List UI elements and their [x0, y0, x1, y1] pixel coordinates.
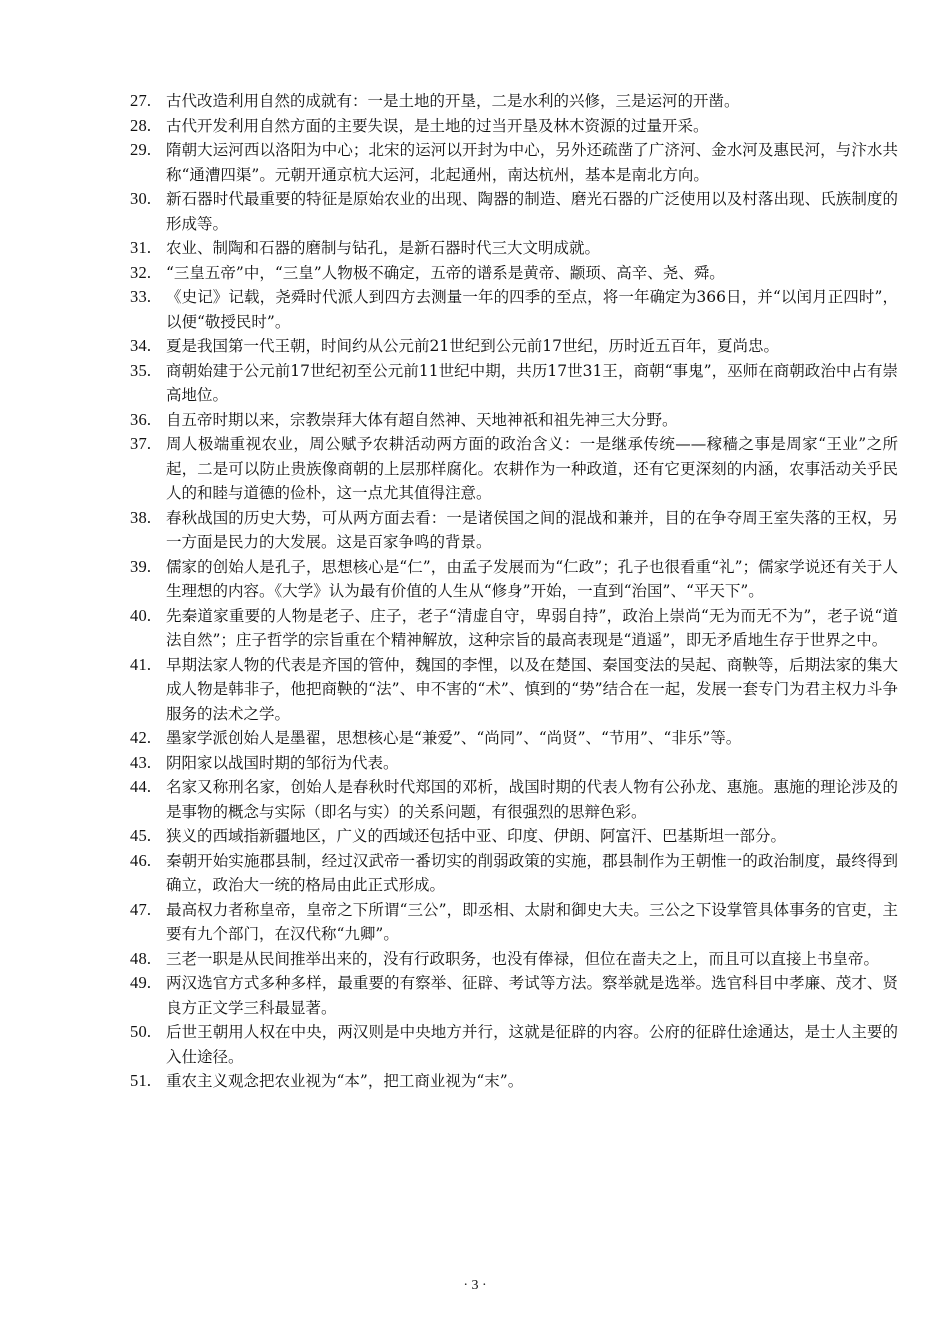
- list-item: [130, 359, 898, 408]
- list-item: [130, 261, 898, 286]
- list-item: [130, 971, 898, 1020]
- list-item: [130, 726, 898, 751]
- item-text: 《史记》记载，尧舜时代派人到四方去测量一年的四季的至点，将一年确定为366日，并“以闰月正四时”，以便“敬授民时”。: [166, 288, 898, 331]
- item-number: 35.: [130, 360, 152, 380]
- item-number: 32.: [130, 262, 152, 282]
- item-text: 早期法家人物的代表是齐国的管仲，魏国的李悝，以及在楚国、秦国变法的吴起、商鞅等，后期法家的集大成人物是韩非子，他把商鞅的“法”、申不害的“术”、慎到的“势”结合在一起，发展一套专门为君主权力斗争服务的法术之学。: [166, 655, 898, 723]
- item-number: 45.: [130, 826, 152, 845]
- item-number: 47.: [130, 899, 152, 919]
- list-item: [130, 408, 898, 433]
- item-text: 重农主义观念把农业视为“本”，把工商业视为“末”。: [166, 1072, 524, 1090]
- item-number: 34.: [130, 336, 152, 355]
- item-text: 两汉选官方式多种多样，最重要的有察举、征辟、考试等方法。察举就是选举。选官科目中孝廉、茂才、贤良方正文学三科最显著。: [166, 974, 898, 1017]
- item-text: 春秋战国的历史大势，可从两方面去看：一是诸侯国之间的混战和兼并，目的在争夺周王室失落的王权，另一方面是民力的大发展。这是百家争鸣的背景。: [166, 508, 898, 551]
- list-item: [130, 187, 898, 236]
- list-item: [130, 506, 898, 555]
- list-item: [130, 653, 898, 727]
- item-number: 44.: [130, 777, 152, 796]
- item-number: 28.: [130, 115, 152, 135]
- item-text: 古代改造利用自然的成就有：一是土地的开垦，二是水利的兴修，三是运河的开凿。: [166, 92, 740, 110]
- item-number: 40.: [130, 605, 152, 625]
- item-text: 农业、制陶和石器的磨制与钻孔，是新石器时代三大文明成就。: [166, 239, 601, 257]
- item-text: 儒家的创始人是孔子，思想核心是“仁”，由孟子发展而为“仁政”；孔子也很看重“礼”；儒家学说还有关于人生理想的内容。《大学》认为最有价值的人生从“修身”开始，一直到“治国”、“平天下”。: [166, 557, 898, 600]
- item-text: 最高权力者称皇帝，皇帝之下所谓“三公”，即丞相、太尉和御史大夫。三公之下设掌管具体事务的官吏，主要有九个部门，在汉代称“九卿”。: [166, 900, 898, 943]
- item-number: 49.: [130, 973, 152, 992]
- item-number: 27.: [130, 91, 152, 110]
- item-text: 三老一职是从民间推举出来的，没有行政职务，也没有俸禄，但位在啬夫之上，而且可以直接上书皇帝。: [166, 949, 880, 968]
- item-text: 名家又称刑名家，创始人是春秋时代郑国的邓析，战国时期的代表人物有公孙龙、惠施。惠施的理论涉及的是事物的概念与实际（即名与实）的关系问题，有很强烈的思辩色彩。: [166, 778, 898, 821]
- list-item: [130, 824, 898, 849]
- list-item: [130, 898, 898, 947]
- list-item: [130, 947, 898, 972]
- item-text: 自五帝时期以来，宗教崇拜大体有超自然神、天地神祇和祖先神三大分野。: [166, 410, 678, 429]
- list-item: [130, 138, 898, 187]
- list-item: [130, 285, 898, 334]
- item-text: 隋朝大运河西以洛阳为中心；北宋的运河以开封为中心，另外还疏凿了广济河、金水河及惠民河，与汴水共称“通漕四渠”。元朝开通京杭大运河，北起通州，南达杭州，基本是南北方向。: [166, 141, 898, 184]
- item-number: 43.: [130, 752, 152, 772]
- numbered-list: [130, 89, 898, 1094]
- item-text: 周人极端重视农业，周公赋予农耕活动两方面的政治含义：一是继承传统——稼穑之事是周家“王业”之所起，二是可以防止贵族像商朝的上层那样腐化。农耕作为一种政道，还有它更深刻的内涵，农事活动关乎民人的和睦与道德的俭朴，这一点尤其值得注意。: [166, 435, 898, 502]
- item-number: 39.: [130, 556, 152, 576]
- item-text: 先秦道家重要的人物是老子、庄子，老子“清虚自守，卑弱自持”，政治上崇尚“无为而无不为”，老子说“道法自然”；庄子哲学的宗旨重在个精神解放，这种宗旨的最高表现是“逍遥”，即无矛盾地生存于世界之中。: [166, 606, 898, 649]
- item-number: 42.: [130, 728, 152, 747]
- item-number: 37.: [130, 434, 152, 453]
- item-number: 31.: [130, 238, 152, 257]
- item-number: 38.: [130, 507, 152, 527]
- list-item: [130, 604, 898, 653]
- list-item: [130, 849, 898, 898]
- list-item: [130, 1069, 898, 1094]
- list-item: [130, 1020, 898, 1069]
- list-item: [130, 555, 898, 604]
- item-number: 51.: [130, 1071, 152, 1090]
- item-number: 41.: [130, 654, 152, 674]
- item-text: 狭义的西域指新疆地区，广义的西域还包括中亚、印度、伊朗、阿富汗、巴基斯坦一部分。: [166, 827, 787, 845]
- list-item: [130, 114, 898, 139]
- list-item: [130, 432, 898, 506]
- list-item: [130, 751, 898, 776]
- item-text: 墨家学派创始人是墨翟，思想核心是“兼爱”、“尚同”、“尚贤”、“节用”、“非乐”等。: [166, 729, 742, 747]
- item-text: 秦朝开始实施郡县制，经过汉武帝一番切实的削弱政策的实施，郡县制作为王朝惟一的政治制度，最终得到确立，政治大一统的格局由此正式形成。: [166, 851, 898, 894]
- list-item: [130, 236, 898, 261]
- item-text: “三皇五帝”中，“三皇”人物极不确定，五帝的谱系是黄帝、颛顼、高辛、尧、舜。: [166, 263, 725, 282]
- item-text: 夏是我国第一代王朝，时间约从公元前21世纪到公元前17世纪，历时近五百年，夏尚忠。: [166, 337, 779, 355]
- item-number: 46.: [130, 850, 152, 870]
- item-number: 50.: [130, 1022, 152, 1041]
- page-number: · 3 ·: [463, 1278, 487, 1293]
- item-number: 29.: [130, 140, 152, 159]
- item-text: 新石器时代最重要的特征是原始农业的出现、陶器的制造、磨光石器的广泛使用以及村落出现、氏族制度的形成等。: [166, 190, 898, 233]
- item-number: 48.: [130, 948, 152, 968]
- item-number: 36.: [130, 409, 152, 429]
- item-number: 33.: [130, 287, 152, 306]
- item-text: 古代开发利用自然方面的主要失误，是土地的过当开垦及林木资源的过量开采。: [166, 116, 709, 135]
- list-item: [130, 775, 898, 824]
- list-item: [130, 334, 898, 359]
- item-text: 阴阳家以战国时期的邹衍为代表。: [166, 753, 399, 772]
- item-number: 30.: [130, 189, 152, 208]
- list-item: [130, 89, 898, 114]
- item-text: 后世王朝用人权在中央，两汉则是中央地方并行，这就是征辟的内容。公府的征辟仕途通达，是士人主要的入仕途径。: [166, 1023, 898, 1066]
- item-text: 商朝始建于公元前17世纪初至公元前11世纪中期，共历17世31王，商朝“事鬼”，巫师在商朝政治中占有崇高地位。: [166, 361, 898, 404]
